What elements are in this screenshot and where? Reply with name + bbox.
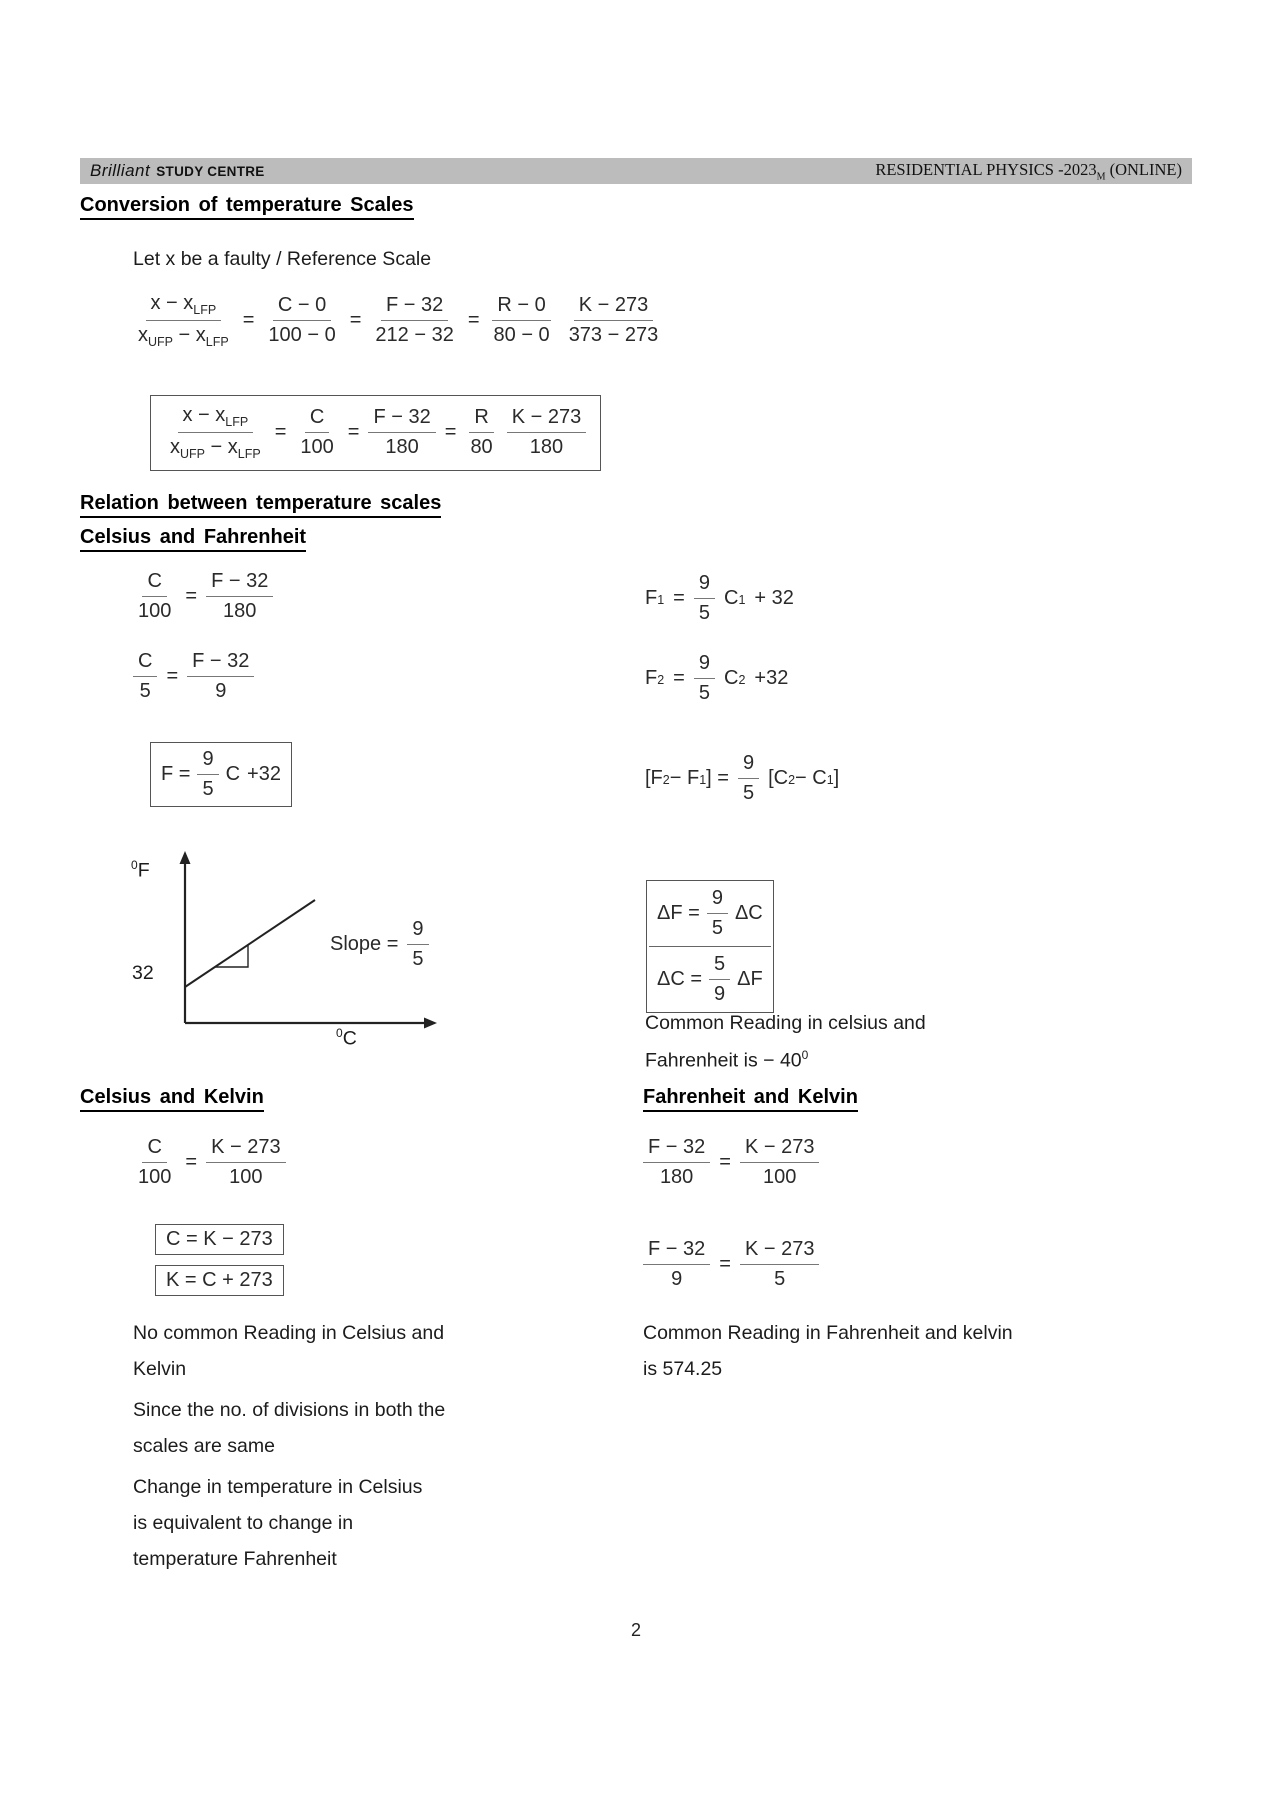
- fk-equation-1: $\frac{F - 32}{180}$ = $\frac{K - 273}{100}$: [643, 1136, 819, 1189]
- x-fraction: $\frac{x - x_{LFP}}{x_{UFP} - x_{LFP}}$: [138, 292, 229, 350]
- heading-celsius-kelvin: Celsius and Kelvin: [80, 1086, 264, 1112]
- f1-equation: F 1 = $\frac{9}{5}$ C 1 + 32: [645, 572, 794, 624]
- note-left-line: temperature Fahrenheit: [133, 1548, 337, 1570]
- cf-equation-2: $\frac{C}{5}$ = $\frac{F - 32}{9}$: [133, 650, 254, 703]
- graph-y-axis-label: $^0$F: [131, 858, 150, 882]
- cf-equation-1: $\frac{C}{100}$ = $\frac{F - 32}{180}$: [133, 570, 273, 623]
- ck-identity-box-2: K = C + 273: [155, 1265, 284, 1296]
- graph-intercept-label: 32: [132, 962, 154, 984]
- note-left-line: Since the no. of divisions in both the: [133, 1399, 446, 1421]
- fahrenheit-fraction: $\frac{F - 32}{212 - 32}$: [375, 294, 454, 347]
- reaumur-fraction: $\frac{R}{80}$: [470, 406, 493, 459]
- common-cf-note-line2: Fahrenheit is − $40^0$: [645, 1048, 809, 1072]
- page-header: [80, 158, 1192, 184]
- heading-relation: Relation between temperature scales: [80, 492, 441, 518]
- slope-annotation: Slope = $\frac{9}{5}$: [330, 918, 429, 971]
- reaumur-fraction: $\frac{R - 0}{80 - 0}$: [493, 294, 550, 347]
- heading-celsius-fahrenheit: Celsius and Fahrenheit: [80, 526, 306, 552]
- note-right-line: Common Reading in Fahrenheit and kelvin: [643, 1322, 1013, 1344]
- brand-bold: STUDY CENTRE: [156, 164, 265, 179]
- note-left-line: No common Reading in Celsius and: [133, 1322, 445, 1344]
- f2-equation: F 2 = $\frac{9}{5}$ C 2 +32: [645, 652, 789, 704]
- ck-identity-box-1: C = K − 273: [155, 1224, 284, 1255]
- delta-c-equation: ΔC = $\frac{5}{9}$ ΔF: [657, 953, 763, 1005]
- brand-italic: Brilliant: [90, 161, 151, 180]
- note-right-line: is 574.25: [643, 1358, 723, 1380]
- note-left-line: Change in temperature in Celsius: [133, 1476, 423, 1498]
- cf-equation-boxed: F = $\frac{9}{5}$ C +32: [150, 742, 292, 807]
- fdiff-equation: [F 2 − F 1 ] = $\frac{9}{5}$ [C 2 − C 1 ]: [645, 752, 840, 804]
- ck-equation: $\frac{C}{100}$ = $\frac{K - 273}{100}$: [133, 1136, 286, 1189]
- kelvin-fraction: $\frac{K - 273}{180}$: [507, 406, 587, 459]
- heading-conversion: Conversion of temperature Scales: [80, 194, 414, 220]
- fk-equation-2: $\frac{F - 32}{9}$ = $\frac{K - 273}{5}$: [643, 1238, 819, 1291]
- note-left-line: Kelvin: [133, 1358, 187, 1380]
- delta-equations-box: [646, 880, 774, 1013]
- intro-text: Let x be a faulty / Reference Scale: [133, 248, 432, 270]
- master-scale-equation: $\frac{x - x_{LFP}}{x_{UFP} - x_{LFP}}$ = $\frac{C - 0}{100 - 0}$ = $\frac{F - 32}{212 - 32}$ = $\frac{R - 0}{80 - 0}$ $\frac{K - 273}{373 - 273}$: [133, 292, 663, 350]
- kelvin-fraction: $\frac{K - 273}{373 - 273}$: [568, 294, 659, 347]
- page-number: 2: [630, 1620, 641, 1640]
- x-fraction: $\frac{x - x_{LFP}}{x_{UFP} - x_{LFP}}$: [170, 404, 261, 462]
- delta-f-equation: ΔF = $\frac{9}{5}$ ΔC: [657, 887, 763, 939]
- brand-logo: [90, 161, 265, 181]
- common-cf-note-line1: Common Reading in celsius and: [645, 1012, 926, 1034]
- course-title: RESIDENTIAL PHYSICS $-2023_M$ (ONLINE): [875, 159, 1182, 183]
- note-left-line: scales are same: [133, 1435, 275, 1457]
- celsius-fraction: $\frac{C - 0}{100 - 0}$: [268, 294, 336, 347]
- heading-fahrenheit-kelvin: Fahrenheit and Kelvin: [643, 1086, 858, 1112]
- graph-x-axis-label: $^0$C: [336, 1026, 357, 1050]
- fahrenheit-fraction: $\frac{F - 32}{180}$: [368, 406, 435, 459]
- master-scale-equation-boxed: $\frac{x - x_{LFP}}{x_{UFP} - x_{LFP}}$ = $\frac{C}{100}$ = $\frac{F - 32}{180}$ = $\frac{R}{80}$ $\frac{K - 273}{180}$: [150, 395, 601, 471]
- note-left-line: is equivalent to change in: [133, 1512, 354, 1534]
- celsius-fraction: $\frac{C}{100}$: [300, 406, 334, 459]
